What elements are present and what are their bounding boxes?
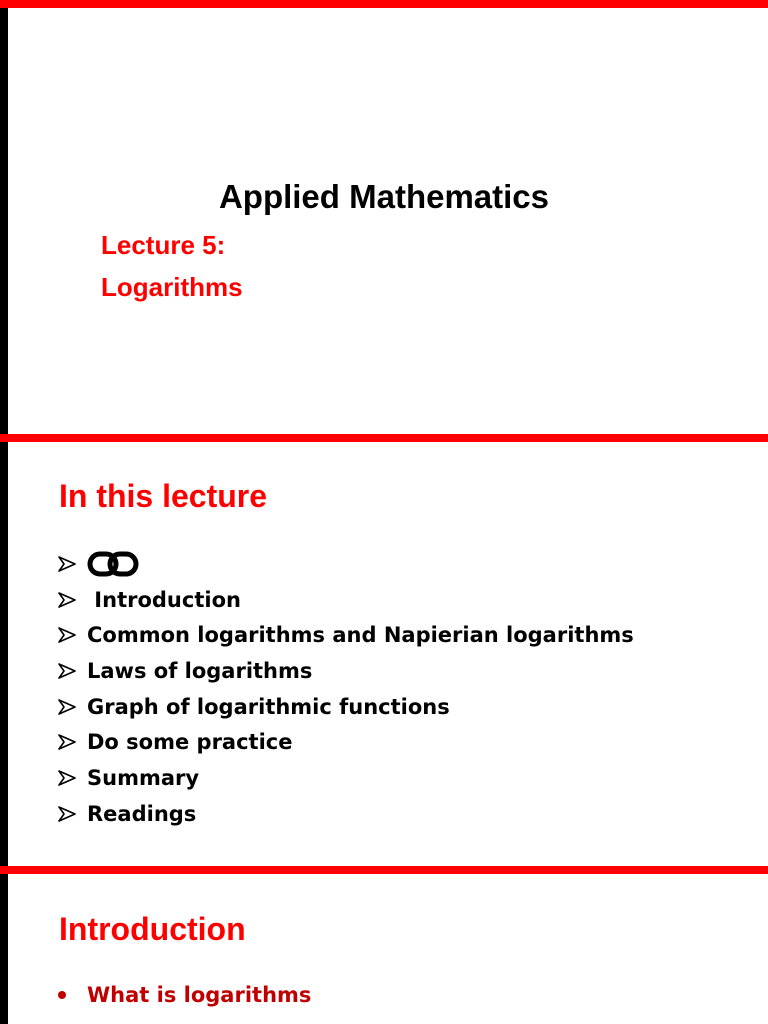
list-item-label: Readings: [87, 801, 197, 826]
slide2-red-bar: [0, 434, 768, 442]
introduction-heading: Introduction: [59, 911, 246, 947]
slide-title: [0, 0, 768, 434]
introduction-bullet: [58, 983, 311, 1007]
top-red-bar: [0, 0, 768, 8]
list-item: [58, 760, 634, 796]
list-item: [58, 617, 634, 653]
outline-list: [58, 546, 634, 832]
arrow-bullet-icon: [58, 733, 76, 751]
chain-link-icon: [87, 549, 139, 579]
arrow-bullet-icon: [58, 626, 76, 644]
list-item-label: Introduction: [87, 587, 241, 612]
lecture-number: Lecture 5:: [101, 230, 226, 260]
list-item-label: Laws of logarithms: [87, 658, 313, 683]
arrow-bullet-icon: [58, 805, 76, 823]
arrow-bullet-icon: [58, 662, 76, 680]
list-item-label: Do some practice: [87, 730, 293, 755]
list-item: [58, 653, 634, 689]
arrow-bullet-icon: [58, 698, 76, 716]
arrow-bullet-icon: [58, 555, 76, 573]
arrow-bullet-icon: [58, 591, 76, 609]
list-item: [58, 796, 634, 832]
slide2-left-black-bar: [0, 442, 8, 866]
outline-heading: In this lecture: [59, 478, 268, 514]
dot-bullet-icon: [58, 991, 66, 999]
list-item-label: Graph of logarithmic functions: [87, 694, 450, 719]
list-item: [58, 582, 634, 618]
list-item-label: Common logarithms and Napierian logarithms: [87, 623, 634, 648]
list-item-label: Summary: [87, 765, 200, 790]
list-item: [58, 689, 634, 725]
list-item: [58, 724, 634, 760]
left-black-bar: [0, 8, 8, 434]
arrow-bullet-icon: [58, 769, 76, 787]
presentation-title: Applied Mathematics: [218, 178, 550, 215]
slide3-red-bar: [0, 866, 768, 874]
list-item: [58, 546, 634, 582]
lecture-topic: Logarithms: [101, 272, 243, 302]
introduction-bullet-label: What is logarithms: [87, 983, 312, 1007]
slide3-left-black-bar: [0, 874, 8, 1024]
